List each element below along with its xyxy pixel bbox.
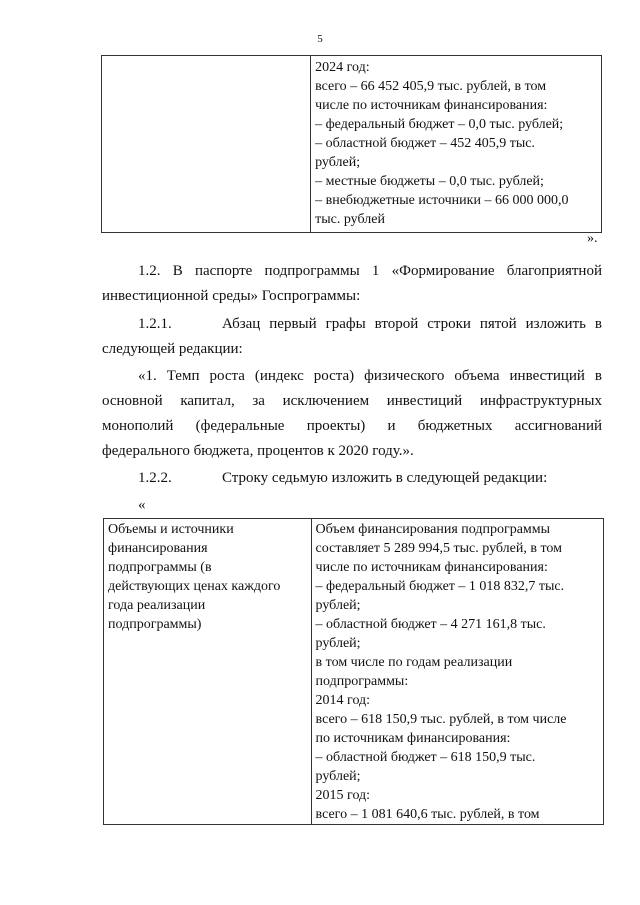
cell-line: действующих ценах каждого [108,579,281,594]
table2-label-cell [104,519,312,825]
cell-line: – внебюджетные источники – 66 000 000,0 [315,193,569,208]
table2-financing-text [312,519,603,824]
cell-line: всего – 1 081 640,6 тыс. рублей, в том [315,807,540,822]
quote-line: основной капитал, за исключением инвестиций инфраструктурных [102,393,602,409]
closing-quote: ». [587,231,598,246]
quote-line: «1. Темп роста (индекс роста) физического объема инвестиций в [138,368,602,384]
cell-line: подпрограммы) [108,617,202,632]
cell-line: Объемы и источники [108,522,234,537]
cell-line: Объем финансирования подпрограммы [315,522,551,537]
cell-line: 2015 год: [315,788,371,803]
table2-label-text [104,519,311,634]
cell-line: 2024 год: [315,60,370,75]
cell-line: числе по источникам финансирования: [315,560,548,575]
cell-line: в том числе по годам реализации [315,655,513,670]
cell-line: рублей; [315,155,361,170]
paragraph-number: 1.2.2. [138,470,172,486]
paragraph-line: инвестиционной среды» Госпрограммы: [102,288,361,304]
cell-line: финансирования [108,541,208,556]
cell-line: всего – 618 150,9 тыс. рублей, в том числе [315,712,567,727]
cell-line: по источникам финансирования: [315,731,511,746]
quote-line: федерального бюджета, процентов к 2020 году.». [102,443,414,459]
paragraph-1-2-2 [102,466,602,491]
financing-table-continued [101,55,602,233]
cell-line: подпрограммы: [315,674,409,689]
table1-financing-text [311,56,601,229]
cell-line: числе по источникам финансирования: [315,98,548,113]
cell-line: всего – 66 452 405,9 тыс. рублей, в том [315,79,547,94]
table2-financing-cell [311,519,603,825]
cell-line: – федеральный бюджет – 0,0 тыс. рублей; [315,117,564,132]
cell-line: подпрограммы (в [108,560,212,575]
cell-line: 2014 год: [315,693,371,708]
cell-line: рублей; [315,598,361,613]
cell-line: – федеральный бюджет – 1 018 832,7 тыс. [315,579,565,594]
quoted-amendment-text [102,364,602,464]
cell-line: – местные бюджеты – 0,0 тыс. рублей; [315,174,544,189]
page-number: 5 [317,33,323,45]
paragraph-text: Строку седьмую изложить в следующей редакции: [222,470,548,486]
cell-line: рублей; [315,769,361,784]
table1-financing-cell [311,56,602,233]
subprogram-financing-table [103,518,604,825]
quote-line: монополий (федеральные проекты) и бюджетных ассигнований [102,418,602,434]
paragraph-1-2 [102,259,602,309]
opening-quote: « [138,497,146,513]
cell-line: тыс. рублей [315,212,385,227]
paragraph-text: Абзац первый графы второй строки пятой изложить в [222,316,602,332]
cell-line: – областной бюджет – 618 150,9 тыс. [315,750,536,765]
cell-line: составляет 5 289 994,5 тыс. рублей, в том [315,541,562,556]
paragraph-number: 1.2.1. [138,316,172,332]
paragraph-1-2-1-continuation: следующей редакции: [102,341,243,357]
paragraph-line: 1.2. В паспорте подпрограммы 1 «Формирование благоприятной [138,263,602,279]
table1-empty-cell [102,56,311,233]
paragraph-1-2-1 [102,312,602,337]
cell-line: – областной бюджет – 4 271 161,8 тыс. [315,617,546,632]
cell-line: – областной бюджет – 452 405,9 тыс. [315,136,535,151]
cell-line: рублей; [315,636,361,651]
cell-line: года реализации [108,598,206,613]
